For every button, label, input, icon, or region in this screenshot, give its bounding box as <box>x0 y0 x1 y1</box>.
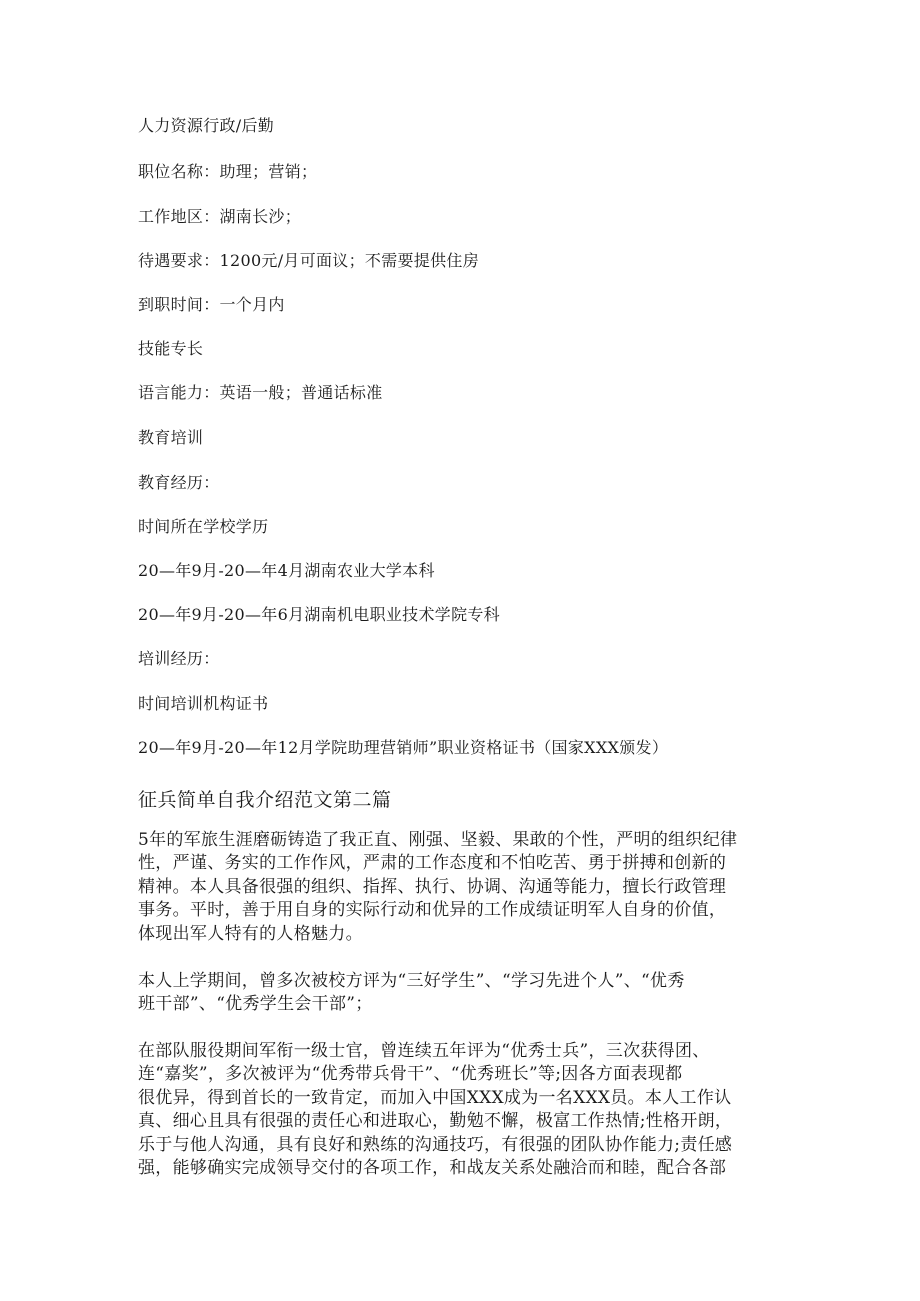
start-time-line: 到职时间：一个月内 <box>138 295 285 314</box>
paragraph-line: 5年的军旅生涯磨砺铸造了我正直、刚强、坚毅、果敢的个性，严明的组织纪律 <box>138 830 738 850</box>
paragraph-line: 强，能够确实完成领导交付的各项工作，和战友关系处融洽而和睦，配合各部 <box>138 1158 727 1179</box>
paragraph-line: 真、细心且具有很强的责任心和进取心，勤勉不懈，极富工作热情;性格开朗， <box>138 1111 733 1132</box>
paragraph-line: 乐于与他人沟通，具有良好和熟练的沟通技巧，有很强的团队协作能力;责任感 <box>138 1134 733 1155</box>
paragraph-line: 在部队服役期间军衔一级士官，曾连续五年评为“优秀士兵”，三次获得团、 <box>138 1041 710 1061</box>
paragraph-line: 本人上学期间，曾多次被校方评为“三好学生”、“学习先进个人”、“优秀 <box>138 971 685 991</box>
education-heading: 教育培训 <box>138 428 204 447</box>
paragraph-line: 连“嘉奖”，多次被评为“优秀带兵骨干”、“优秀班长”等;因各方面表现都 <box>138 1064 683 1085</box>
article-title: 征兵简单自我介绍范文第二篇 <box>138 789 392 811</box>
location-line: 工作地区：湖南长沙； <box>138 207 302 226</box>
paragraph-line: 很优异，得到首长的一致肯定，而加入中国XXX成为一名XXX员。本人工作认 <box>138 1087 732 1108</box>
training-row: 20—年9月-20—年12月学院助理营销师”职业资格证书（国家XXX颁发） <box>138 738 669 757</box>
article-paragraph <box>138 829 788 946</box>
position-line: 职位名称：助理；营销； <box>138 162 318 181</box>
skills-heading: 技能专长 <box>138 339 204 358</box>
education-columns: 时间所在学校学历 <box>138 517 269 536</box>
paragraph-line: 体现出军人特有的人格魅力。 <box>138 923 363 944</box>
paragraph-line: 精神。本人具备很强的组织、指挥、执行、协调、沟通等能力，擅长行政管理 <box>138 876 727 897</box>
article-paragraph <box>138 1040 788 1180</box>
language-line: 语言能力：英语一般；普通话标准 <box>138 383 383 402</box>
training-columns: 时间培训机构证书 <box>138 694 269 713</box>
paragraph-line: 事务。平时，善于用自身的实际行动和优异的工作成绩证明军人自身的价值， <box>138 900 727 921</box>
salary-line: 待遇要求：1200元/月可面议；不需要提供住房 <box>138 251 480 270</box>
education-row: 20—年9月-20—年4月湖南农业大学本科 <box>138 561 435 580</box>
paragraph-line: 性，严谨、务实的工作作风，严肃的工作态度和不怕吃苦、勇于拼搏和创新的 <box>138 853 727 874</box>
paragraph-line: 班干部”、“优秀学生会干部”； <box>138 994 373 1015</box>
article-paragraph <box>138 970 788 1017</box>
education-row: 20—年9月-20—年6月湖南机电职业技术学院专科 <box>138 605 500 624</box>
training-history-label: 培训经历： <box>138 649 220 668</box>
category-line: 人力资源行政/后勤 <box>138 116 275 135</box>
education-history-label: 教育经历： <box>138 473 220 492</box>
